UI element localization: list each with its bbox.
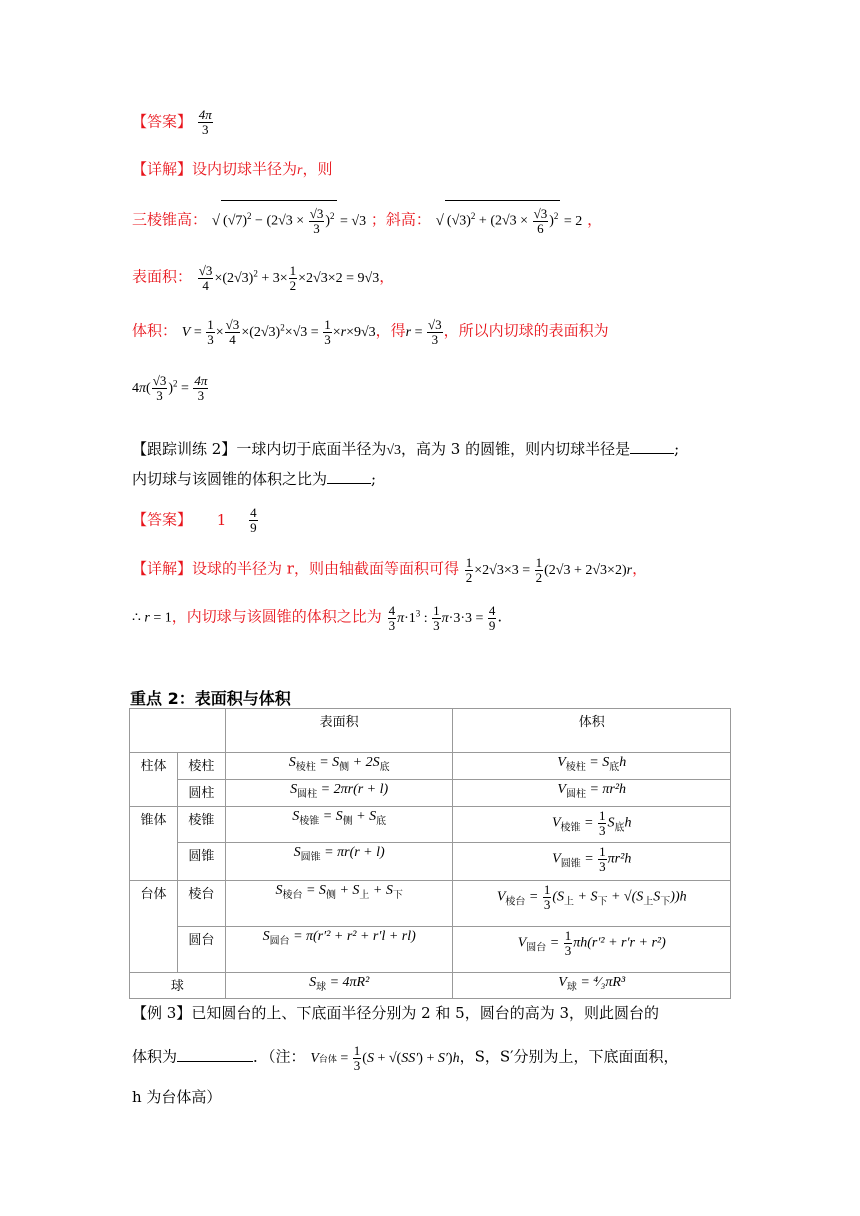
height-label: 三棱锥高： — [132, 210, 208, 229]
volume-line: 体积： V = $\frac{1}{3}$ × $\frac{√3}{4}$ $\times(2√3)^2\times√3$ = $\frac{1}{3}$ ×r×9√3，得r = $\frac{√3}{3}$ ，所以内切球的表面积为 — [132, 317, 609, 347]
example-text: 已知圆台的上、下底面半径分别为 2 和 5，圆台的高为 3，则此圆台的 — [191, 1004, 660, 1022]
answer2-tag: 【答案】 — [132, 510, 193, 529]
example-tag: 【例 3】 — [132, 1004, 192, 1022]
group-frustum: 台体 — [130, 881, 178, 973]
volume-label: 体积： — [132, 321, 178, 340]
area-label: 表面积： — [132, 267, 193, 286]
so-text: ，所以内切球的表面积为 — [443, 321, 609, 340]
detail-tag: 【详解】 — [132, 160, 193, 178]
detail2-text: 设球的半径为 r，则由轴截面等面积可得 — [192, 559, 459, 578]
example-line-2 — [132, 1044, 679, 1073]
height-line: 三棱锥高： √ $(√7)^2 - (2√3$ × $\frac{√3}{3}$ )$^2$ = √3 ；斜高： √ $(√3)^2 + (2√3$ × $\frac{√3}{6}$ )$^2$ = 2 ， — [132, 200, 602, 240]
frustum-volume-formula: V台体 = $\frac{1}{3}$ (S + √(SS′) + S′)h — [310, 1043, 460, 1073]
group-sphere: 球 — [130, 973, 226, 999]
track-tag: 【跟踪训练 2】 — [132, 440, 237, 458]
example-note: ．（注： — [253, 1047, 306, 1066]
row-prism: 棱柱 — [177, 753, 225, 780]
sphere-area-formula: 4π( $\frac{√3}{3}$ )$^2$ = $\frac{4\pi}{3}$ — [132, 373, 208, 403]
get-text: ，得 — [375, 321, 406, 340]
var-r: r — [297, 163, 303, 178]
detail-suffix: ，则 — [302, 160, 333, 178]
track-text-2: ，高为 3 的圆锥，则内切球半径是 — [401, 440, 631, 458]
answer-tag: 【答案】 — [132, 112, 193, 131]
row-frustum-cone: 圆台 — [177, 927, 225, 973]
example-line-3 — [132, 1086, 221, 1107]
blank-1[interactable] — [630, 441, 674, 454]
answer2-val: 1 — [216, 510, 227, 529]
track-line-1: 【跟踪训练 2】一球内切于底面半径为√3，高为 3 的圆锥，则内切球半径是 ; — [132, 440, 680, 458]
area-line: 表面积： $\frac{√3}{4}$ $\times(2√3)^2 + 3\times$ $\frac{1}{2}$ ×2√3×2 = 9√3， — [132, 263, 395, 293]
track-text-1: 一球内切于底面半径为 — [236, 440, 387, 458]
slant-label: ；斜高： — [370, 210, 431, 229]
track-text-3: 内切球与该圆锥的体积之比为 — [132, 470, 328, 488]
detail-line-2: 【详解】设球的半径为 r，则由轴截面等面积可得 $\frac{1}{2}$ ×2√3×3 = $\frac{1}{2}$ (2√3 + 2√3×2)r， — [132, 555, 648, 585]
row-pyramid: 棱锥 — [177, 807, 225, 843]
detail2-formula: $\frac{1}{2}$ ×2√3×3 = $\frac{1}{2}$ (2√3 + 2√3×2)r — [465, 555, 633, 585]
example-text-2: 体积为 — [132, 1047, 178, 1066]
volume-formula: V = $\frac{1}{3}$ × $\frac{√3}{4}$ $\times(2√3)^2\times√3$ = $\frac{1}{3}$ ×r×9√3 — [181, 317, 376, 347]
ratio-formula: $\frac{4}{3}$ $\pi\cdot 1^3$ : $\frac{1}{3}$ π·3·3 = $\frac{4}{9}$ — [388, 603, 496, 633]
blank-2[interactable] — [327, 471, 371, 484]
area-formula: $\frac{√3}{4}$ $\times(2√3)^2 + 3\times$ $\frac{1}{2}$ ×2√3×2 = 9√3 — [198, 263, 380, 293]
detail2-text2: ，内切球与该圆锥的体积之比为 — [171, 607, 382, 626]
detail-text: 设内切球半径为 — [192, 160, 298, 178]
head-area: 表面积 — [225, 709, 453, 753]
example-text-3: h 为台体高） — [132, 1088, 222, 1106]
detail-line-3: ∴ r = 1，内切球与该圆锥的体积之比为 $\frac{4}{3}$ $\pi\cdot 1^3$ : $\frac{1}{3}$ π·3·3 = $\frac{4}{9}$ . — [132, 603, 503, 633]
answer-fraction: $\frac{4\pi}{3}$ — [198, 107, 212, 137]
group-pyramid: 锥体 — [130, 807, 178, 881]
height-formula: √ $(√7)^2 - (2√3$ × $\frac{√3}{3}$ )$^2$ = √3 — [212, 214, 366, 229]
track-line-2: 内切球与该圆锥的体积之比为 ; — [132, 470, 377, 488]
answer-line-2: 【答案】 1 $\frac{4}{9}$ — [132, 505, 257, 535]
example-note-2: ，S，S′分别为上，下底面面积， — [459, 1047, 679, 1066]
row-cylinder: 圆柱 — [177, 780, 225, 807]
detail2-tag: 【详解】 — [132, 559, 193, 578]
group-prism: 柱体 — [130, 753, 178, 807]
example-blank[interactable] — [177, 1049, 253, 1062]
formula-table: 表面积 体积 柱体 棱柱 $S_{棱柱} = S_侧 + 2S_底$ $V_{棱柱} = S_底h$ 圆柱 $S_{圆柱} = 2\pi r(r + l)$ $V_{圆柱} = \pi r^2h$ 锥体 棱锥 $S_{棱锥} = S_侧 + S_底$ $V_{棱锥}$ = $\frac{1}{3}$ $S_底h$ 圆锥 $S_{圆锥} = \pi r(r + l)$ $V_{圆锥}$ = $\frac{1}{3}$ πr²h 台体 棱台 $S_{棱台} = S_侧 + S_上 + S_下$ $V_{棱台}$ = $\frac{1}{3}$ $(S_上 + S_下 + √(S_上S_下))h$ 圆台 $S_{圆台} = \pi(r'^2 + r^2 + r'l + rl)$ $V_{圆台}$ = $\frac{1}{3}$ πh(r′² + r′r + r²) 球 $S_球 = 4\pi R^2$ $V_球$ = ⁴⁄₃πR³ — [129, 708, 731, 999]
example-line-1 — [132, 1002, 659, 1023]
answer-line-1 — [132, 108, 214, 137]
row-cone: 圆锥 — [177, 843, 225, 881]
head-volume: 体积 — [453, 709, 731, 753]
slant-formula: √ $(√3)^2 + (2√3$ × $\frac{√3}{6}$ )$^2$ = 2 — [436, 214, 583, 229]
section-title: 重点 2：表面积与体积 — [130, 689, 291, 708]
detail-line-1 — [132, 158, 333, 179]
row-frustum-pyramid: 棱台 — [177, 881, 225, 927]
